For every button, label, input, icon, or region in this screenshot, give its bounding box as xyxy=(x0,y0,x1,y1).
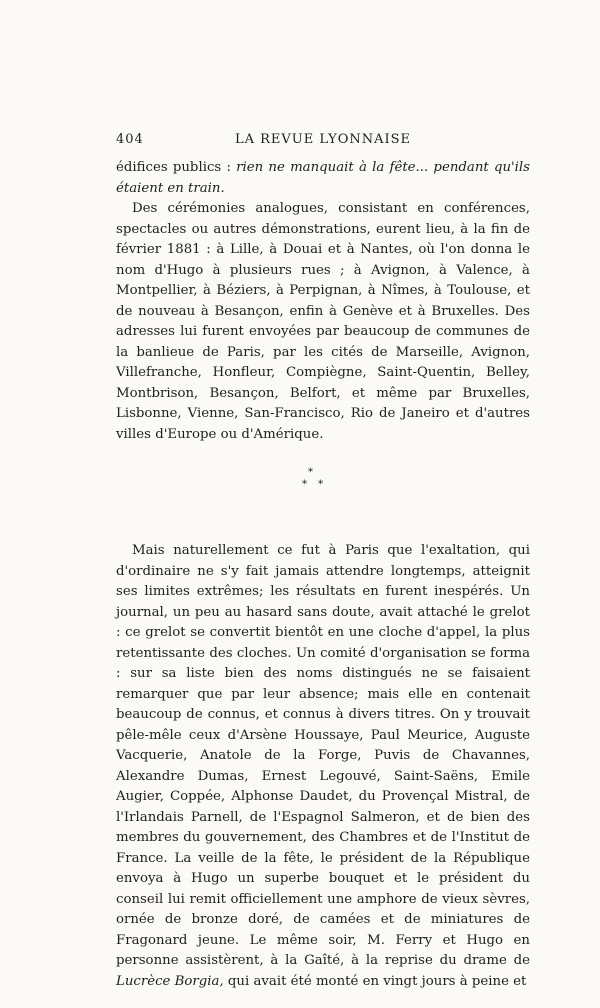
paragraph-text: Des cérémonies analogues, consistant en conférences, spectacles ou autres démonstrations, eurent lieu, à la fin de février 1881 : à Lille, à Douai et à Nantes, où l'on donna le nom d'Hugo à plusieurs rues ; à Avignon, à Valence, à Montpellier, à Béziers, à Perpignan, à Nîmes, à Toulouse, et de nouveau à Besançon, enfin à Genève et à Bruxelles. Des adresses lui furent envoyées par beaucoup de communes de la banlieue de Paris, par les cités de Marseille, Avignon, Villefranche, Honfleur, Compiègne, Saint-Quentin, Belley, Montbrison, Besançon, Belfort, et même par Bruxelles, Lisbonne, Vienne, San-Francisco, Rio de Janeiro et d'autres villes d'Europe ou d'Amérique. xyxy=(116,201,530,442)
paragraph-text: qui avait été monté en vingt jours à peine et xyxy=(223,973,527,989)
paragraph-italic-text: Lucrèce Borgia, xyxy=(116,973,224,989)
body-text xyxy=(116,158,530,992)
paragraph-text: Mais naturellement ce fut à Paris que l'exaltation, qui d'ordinaire ne s'y fait jamais attendre longtemps, atteignit ses limites extrêmes; les résultats en furent inespérés. Un journal, un peu au hasard sans doute, avait attaché le grelot : ce grelot se convertit bientôt en une cloche d'appel, la plus retentissante des cloches. Un comité d'organisation se forma : sur sa liste bien des noms distingués ne se faisaient remarquer que par leur absence; mais elle en contenait beaucoup de connus, et connus à divers titres. On y trouvait pêle-mêle ceux d'Arsène Houssaye, Paul Meurice, Auguste Vacquerie, Anatole de la Forge, Puvis de Chavannes, Alexandre Dumas, Ernest Legouvé, Saint-Saëns, Emile Augier, Coppée, Alphonse Daudet, du Provençal Mistral, de l'Irlandais Parnell, de l'Espagnol Salmeron, et de bien des membres du gouvernement, des Chambres et de l'Institut de France. La veille de la fête, le président de la République envoya à Hugo un superbe bouquet et le président du conseil lui remit officiellement une amphore de vieux sèvres, ornée de bronze doré, de camées et de miniatures de Fragonard jeune. Le même soir, M. Ferry et Hugo en personne assistèrent, à la Gaîté, à la reprise du drame de xyxy=(116,543,530,968)
asterism-top: * xyxy=(308,467,313,478)
asterism xyxy=(116,445,530,541)
running-title: LA REVUE LYONNAISE xyxy=(234,132,412,147)
paragraph-italic-text: rien ne manquait à la fête... pendant qu'ils étaient en train. xyxy=(116,160,531,196)
paragraph-2 xyxy=(116,199,530,445)
asterism-bottom: * * xyxy=(302,479,328,490)
paragraph-3 xyxy=(116,541,530,992)
page-header xyxy=(116,132,530,152)
paragraph-1 xyxy=(116,158,530,199)
paragraph-text: édifices publics : xyxy=(116,160,237,175)
page-number: 404 xyxy=(116,132,144,147)
